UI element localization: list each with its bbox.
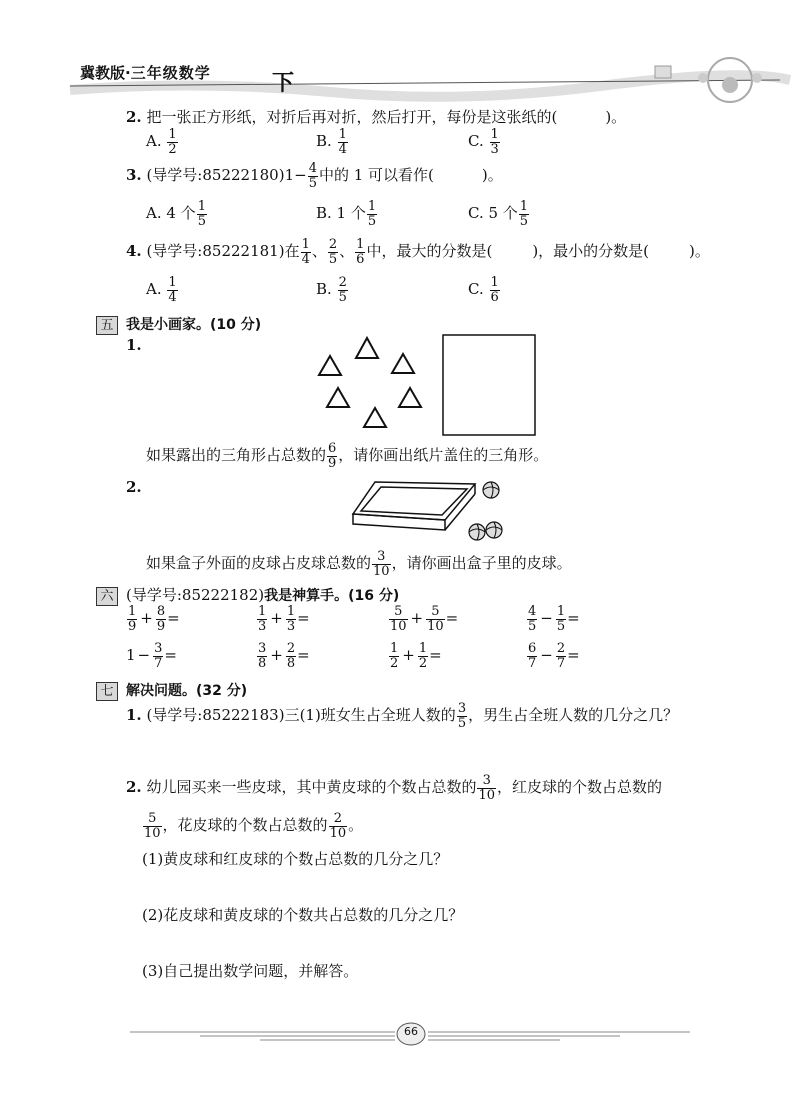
section-6-heading: 六 (导学号:85222182)我是神算手。(16 分) — [96, 584, 399, 606]
calc-item: $\frac{3}{8}$ + $\frac{2}{8}$ = — [258, 641, 310, 671]
q2-option-c: C. $\frac{1}{3}$ — [468, 127, 499, 157]
problem-2-line-1: 2. 幼儿园买来一些皮球，其中黄皮球的个数占总数的 $\frac{3}{10}$ ，红皮球的个数占总数的 — [126, 773, 663, 803]
calc-item: $\frac{1}{2}$ + $\frac{1}{2}$ = — [390, 641, 442, 671]
q4-option-c: C. $\frac{1}{6}$ — [468, 275, 499, 305]
problem-2-sub-2: (2)花皮球和黄皮球的个数共占总数的几分之几？ — [142, 906, 464, 924]
header-title: 冀教版·三年级数学 — [80, 64, 211, 82]
section-5-heading: 五 我是小画家。(10 分) — [96, 314, 261, 335]
box-shape — [353, 482, 475, 530]
question-4: 4. (导学号:85222181)在 $\frac{1}{4}$ 、 $\frac{2}{5}$ 、 $\frac{1}{6}$ 中，最大的分数是( )，最小的分数是( )。 — [126, 237, 710, 267]
paper-square — [443, 335, 535, 435]
section-7-heading: 七 解决问题。(32 分) — [96, 680, 247, 701]
triangles-figure — [310, 330, 550, 440]
section-6-tag: 六 — [96, 587, 118, 606]
calc-item: $\frac{6}{7}$ − $\frac{2}{7}$ = — [528, 641, 580, 671]
sec5-item-2-text: 如果盒子外面的皮球占皮球总数的 $\frac{3}{10}$ ，请你画出盒子里的皮球。 — [146, 549, 572, 579]
triangle-shape — [327, 388, 349, 407]
triangle-shape — [356, 338, 378, 358]
q4-option-b: B. $\frac{2}{5}$ — [316, 275, 347, 305]
volume-label: 下 — [272, 71, 295, 96]
calc-item: $\frac{5}{10}$ + $\frac{5}{10}$ = — [390, 604, 459, 634]
triangle-shape — [319, 356, 341, 375]
ball-icon — [469, 524, 485, 540]
triangle-shape — [399, 388, 421, 407]
problem-2-sub-3: (3)自己提出数学问题，并解答。 — [142, 962, 359, 980]
calc-item: $\frac{4}{5}$ − $\frac{1}{5}$ = — [528, 604, 580, 634]
grade-subject: 三年级数学 — [130, 64, 211, 82]
question-2: 2. 把一张正方形纸，对折后再对折，然后打开，每份是这张纸的( )。 — [126, 108, 627, 126]
q2-option-b: B. $\frac{1}{4}$ — [316, 127, 347, 157]
q3-option-c: C. 5 个 $\frac{1}{5}$ — [468, 199, 529, 229]
edition: 冀教版 — [80, 64, 126, 82]
triangle-shape — [392, 354, 414, 373]
calc-item: $\frac{1}{9}$ + $\frac{8}{9}$ = — [128, 604, 180, 634]
problem-1: 1. (导学号:85222183)三(1)班女生占全班人数的 $\frac{3}{5}$ ，男生占全班人数的几分之几？ — [126, 701, 679, 731]
q3-option-b: B. 1 个 $\frac{1}{5}$ — [316, 199, 377, 229]
q3-option-a: A. 4 个 $\frac{1}{5}$ — [146, 199, 206, 229]
calc-item: 1 − $\frac{3}{7}$ = — [126, 641, 177, 671]
ball-icon — [486, 522, 502, 538]
header-decoration — [0, 0, 800, 110]
sec5-item-2-number: 2. — [126, 478, 142, 496]
problem-2-line-2: $\frac{5}{10}$ ，花皮球的个数占总数的 $\frac{2}{10}$ 。 — [144, 811, 364, 841]
sec5-item-1-number: 1. — [126, 336, 142, 354]
question-3: 3. (导学号:85222180)1− $\frac{4}{5}$ 中的 1 可以看作( )。 — [126, 161, 503, 191]
section-7-tag: 七 — [96, 682, 118, 701]
triangle-shape — [364, 408, 386, 427]
ball-icon — [483, 482, 499, 498]
section-5-tag: 五 — [96, 316, 118, 335]
problem-2-sub-1: (1)黄皮球和红皮球的个数占总数的几分之几？ — [142, 850, 449, 868]
q4-option-a: A. $\frac{1}{4}$ — [146, 275, 177, 305]
q2-option-a: A. $\frac{1}{2}$ — [146, 127, 177, 157]
sec5-item-1-text: 如果露出的三角形占总数的 $\frac{6}{9}$ ，请你画出纸片盖住的三角形。 — [146, 441, 549, 471]
calc-item: $\frac{1}{3}$ + $\frac{1}{3}$ = — [258, 604, 310, 634]
box-and-balls-figure — [345, 470, 515, 545]
page-number: 66 — [404, 1025, 418, 1038]
